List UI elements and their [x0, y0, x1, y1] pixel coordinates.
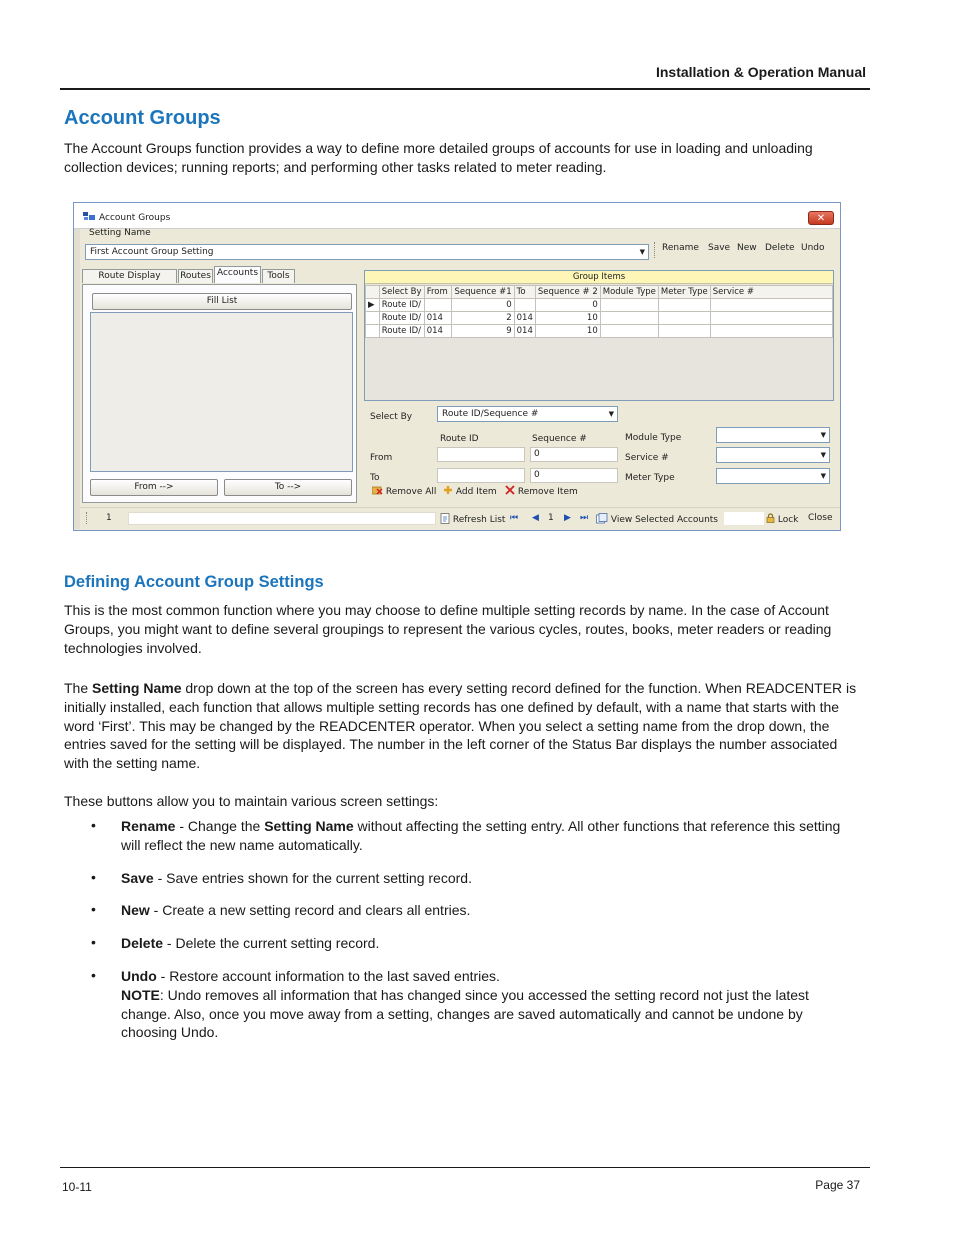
next-page-icon[interactable]: ▶ [564, 513, 571, 523]
cell-sequence-2[interactable]: 10 [535, 325, 600, 338]
account-groups-window [73, 202, 841, 531]
to-button[interactable]: To --> [224, 479, 352, 496]
previous-page-icon[interactable]: ◀ [532, 513, 539, 523]
tab-accounts[interactable]: Accounts [214, 266, 261, 283]
save-term: Save [121, 870, 154, 886]
bullet-icon: • [91, 869, 96, 885]
row-header-cell [366, 325, 380, 338]
tab-route-display-options[interactable]: Route Display [82, 269, 177, 283]
current-row-indicator-icon: ▶ [366, 299, 380, 312]
cell-service[interactable] [710, 299, 832, 312]
header-rule [60, 88, 870, 90]
column-header[interactable]: Sequence # 2 [535, 286, 600, 299]
page-number: 1 [548, 513, 554, 523]
cell-sequence-2[interactable]: 0 [535, 299, 600, 312]
rename-button[interactable]: Rename [662, 243, 699, 253]
delete-term: Delete [121, 935, 164, 951]
column-header[interactable]: From [424, 286, 452, 299]
rename-term: Rename [121, 818, 176, 834]
document-refresh-icon [440, 513, 450, 524]
chevron-down-icon: ▼ [608, 410, 614, 418]
add-item-label: Add Item [455, 487, 497, 497]
cell-sequence-1[interactable]: 2 [452, 312, 514, 325]
lock-button[interactable] [766, 513, 798, 525]
cell-module-type[interactable] [600, 299, 658, 312]
from-sequence-input[interactable]: 0 [530, 447, 618, 462]
lock-label: Lock [777, 515, 799, 525]
bullet-icon: • [91, 934, 96, 950]
cell-meter-type[interactable] [658, 299, 710, 312]
footer-page-number: Page 37 [815, 1178, 860, 1192]
column-header[interactable]: Sequence #1 [452, 286, 514, 299]
fill-list-button[interactable]: Fill List [92, 293, 352, 310]
paragraph-buttons-intro: These buttons allow you to maintain various screen settings: [64, 793, 439, 809]
new-rest: - Create a new setting record and clears all entries. [149, 902, 471, 918]
status-bar [80, 507, 840, 527]
setting-name-term: Setting Name [264, 818, 354, 834]
remove-all-button[interactable] [372, 485, 436, 497]
left-border-strip [74, 229, 80, 529]
cell-to[interactable]: 014 [514, 325, 535, 338]
save-rest: - Save entries shown for the current setting record. [153, 870, 472, 886]
cell-meter-type[interactable] [658, 325, 710, 338]
new-term: New [121, 902, 150, 918]
note-rest: : Undo removes all information that has changed since you accessed the setting record not just the latest change. Also, once you move away from a setting, changes are saved automatically and cannot be undone by choosing Undo. [121, 986, 809, 1041]
remove-item-label: Remove Item [517, 487, 578, 497]
section-title: Account Groups [64, 107, 221, 129]
accounts-view-icon [596, 513, 608, 524]
from-route-id-input[interactable] [437, 447, 525, 462]
select-by-value: Route ID/Sequence # [442, 409, 539, 419]
cell-sequence-2[interactable]: 10 [535, 312, 600, 325]
to-label: To [370, 473, 380, 483]
from-button[interactable]: From --> [90, 479, 218, 496]
footer-section-number: 10-11 [62, 1180, 92, 1194]
select-by-label: Select By [370, 412, 413, 422]
add-item-button[interactable] [443, 485, 497, 497]
view-selected-accounts-label: View Selected Accounts [610, 515, 718, 525]
window-title: Account Groups [99, 213, 171, 223]
note-term: NOTE [121, 986, 160, 1003]
service-select[interactable] [716, 447, 830, 463]
column-header[interactable]: To [514, 286, 535, 299]
red-x-icon [505, 485, 515, 495]
to-sequence-input[interactable]: 0 [530, 468, 618, 483]
table-row[interactable] [366, 325, 833, 338]
title-bar [74, 203, 840, 229]
cell-select-by[interactable]: Route ID/ [379, 325, 424, 338]
chevron-down-icon: ▼ [639, 248, 645, 256]
cell-select-by[interactable]: Route ID/ [379, 312, 424, 325]
from-label: From [370, 453, 393, 463]
to-route-id-input[interactable] [437, 468, 525, 483]
new-button[interactable]: New [737, 243, 757, 253]
delete-button[interactable]: Delete [765, 243, 795, 253]
table-row[interactable] [366, 312, 833, 325]
sequence-label: Sequence # [532, 434, 587, 444]
bullet-rename [121, 817, 861, 855]
setting-name-value: First Account Group Setting [90, 247, 214, 257]
group-items-table [365, 285, 833, 338]
manual-title: Installation & Operation Manual [655, 64, 866, 80]
cell-to[interactable]: 014 [514, 312, 535, 325]
window-close-button[interactable]: ✕ [808, 211, 834, 225]
refresh-list-button[interactable] [440, 513, 505, 525]
lock-icon [766, 513, 775, 523]
rename-mid: - Change the [175, 818, 265, 834]
cell-sequence-1[interactable]: 0 [452, 299, 514, 312]
undo-term: Undo [121, 968, 157, 984]
cell-module-type[interactable] [600, 312, 658, 325]
close-button[interactable]: Close [808, 513, 833, 523]
delete-rest: - Delete the current setting record. [163, 935, 380, 951]
plus-icon [443, 485, 453, 495]
cell-module-type[interactable] [600, 325, 658, 338]
tab-routes[interactable]: Routes [178, 269, 213, 283]
select-by-select[interactable] [437, 406, 618, 422]
column-header[interactable]: Meter Type [658, 286, 710, 299]
row-header-cell [366, 312, 380, 325]
bullet-icon: • [91, 817, 96, 833]
group-items-grid [364, 270, 834, 401]
footer-rule [60, 1167, 870, 1168]
view-selected-accounts-button[interactable] [596, 513, 718, 525]
column-header[interactable]: Select By [379, 286, 424, 299]
cell-from[interactable] [424, 299, 452, 312]
undo-button[interactable]: Undo [801, 243, 825, 253]
status-bar-grip [86, 512, 88, 524]
service-label: Service # [625, 453, 669, 463]
record-number: 1 [106, 513, 112, 523]
cell-service[interactable] [710, 312, 832, 325]
p2-text-start: The [64, 680, 93, 696]
remove-all-label: Remove All [385, 487, 437, 497]
save-button[interactable]: Save [708, 243, 731, 253]
cell-to[interactable] [514, 299, 535, 312]
folder-remove-icon [372, 485, 383, 495]
meter-type-select[interactable] [716, 468, 830, 484]
row-header-corner [366, 286, 380, 299]
bullet-icon: • [91, 901, 96, 917]
p2-text-rest: drop down at the top of the screen has every setting record defined for the function. When READCENTER is initially installed, each function that allows multiple setting records has one defined by default, with a name that starts with the word ‘First’. This may be changed by the READCENTER operator. When you select a setting name from the drop down, the entries saved for the setting will be displayed. The number in the left corner of the Status Bar displays the number associated with the setting name. [64, 680, 857, 772]
refresh-list-label: Refresh List [452, 515, 506, 525]
first-page-icon[interactable]: ⏮ [510, 513, 519, 523]
app-icon [83, 211, 95, 221]
intro-paragraph: The Account Groups function provides a way to define more detailed groups of accounts for use in loading and unloading collection devices; running reports; and performing other tasks related to meter reading. [64, 140, 813, 175]
cell-sequence-1[interactable]: 9 [452, 325, 514, 338]
bullet-undo [121, 967, 861, 1042]
cell-service[interactable] [710, 325, 832, 338]
bullet-new [121, 901, 861, 920]
rename-rest: without affecting the setting entry. All other functions that reference this setting will reflect the new name automatically. [121, 818, 841, 853]
tab-tools[interactable]: Tools [262, 269, 295, 283]
column-header[interactable]: Service # [710, 286, 832, 299]
record-name-field [128, 512, 436, 525]
bullet-save [121, 869, 861, 888]
bullet-delete [121, 934, 861, 953]
module-type-select[interactable] [716, 427, 830, 443]
status-field [724, 512, 764, 525]
meter-type-label: Meter Type [625, 473, 675, 483]
bullet-icon: • [91, 967, 96, 983]
chevron-down-icon: ▼ [820, 451, 826, 459]
subsection-title: Defining Account Group Settings [64, 573, 324, 591]
cell-meter-type[interactable] [658, 312, 710, 325]
cell-from[interactable]: 014 [424, 312, 452, 325]
chevron-down-icon: ▼ [820, 431, 826, 439]
chevron-down-icon: ▼ [820, 472, 826, 480]
undo-rest: - Restore account information to the last saved entries. [156, 968, 500, 984]
column-header[interactable]: Module Type [600, 286, 658, 299]
remove-item-button[interactable] [505, 485, 578, 497]
setting-name-term: Setting Name [92, 680, 182, 696]
toolbar-grip [654, 242, 655, 258]
setting-name-label: Setting Name [89, 228, 151, 238]
setting-name-select[interactable] [85, 244, 649, 260]
paragraph-setting-records: This is the most common function where you may choose to define multiple setting records by name. In the case of Account Groups, you might want to define several groupings to represent the various cycles, routes, books, meter readers or reading technologies involved. [64, 602, 832, 656]
accounts-tab-panel [82, 284, 357, 503]
accounts-list[interactable] [90, 312, 353, 472]
cell-from[interactable]: 014 [424, 325, 452, 338]
table-row[interactable] [366, 299, 833, 312]
table-header-row [366, 286, 833, 299]
cell-select-by[interactable]: Route ID/ [379, 299, 424, 312]
module-type-label: Module Type [625, 433, 682, 443]
route-id-label: Route ID [440, 434, 479, 444]
last-page-icon[interactable]: ⏭ [580, 513, 589, 523]
paragraph-setting-name [64, 679, 864, 773]
group-items-caption: Group Items [365, 271, 833, 284]
